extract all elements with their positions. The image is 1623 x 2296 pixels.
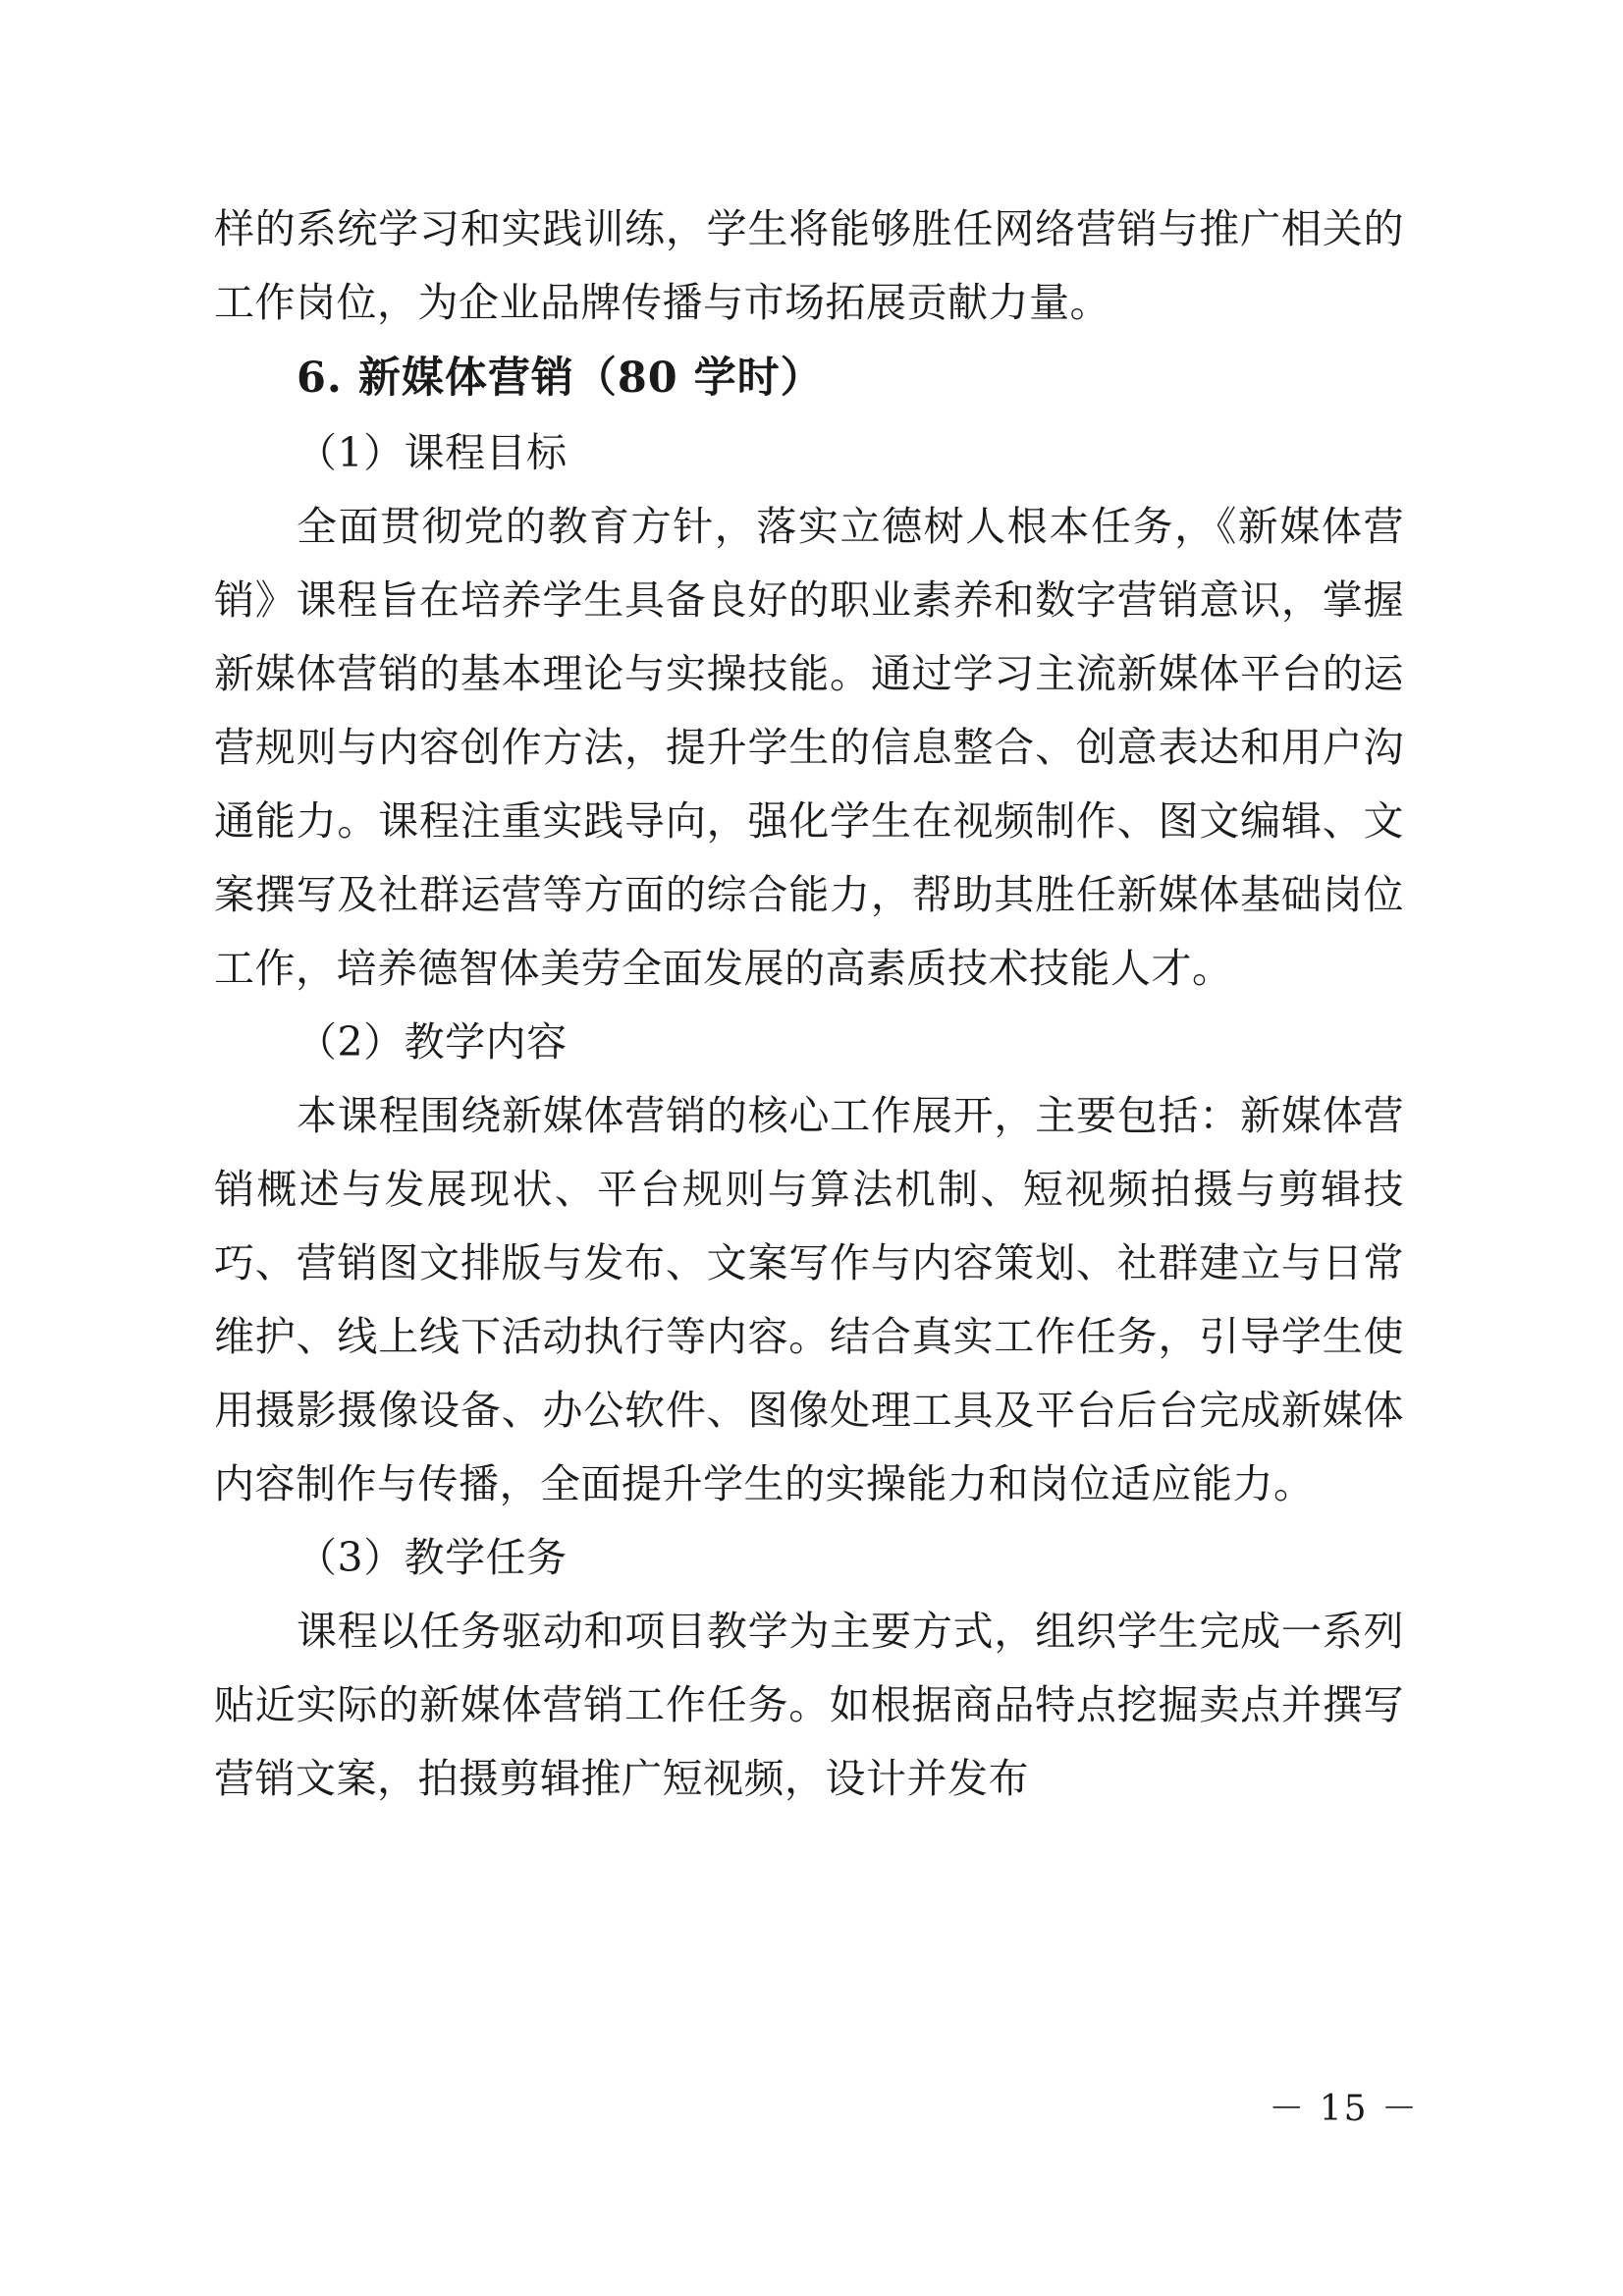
page-body	[214, 192, 1404, 1816]
paragraph-teaching-task: 课程以任务驱动和项目教学为主要方式，组织学生完成一系列贴近实际的新媒体营销工作任务。如根据商品特点挖掘卖点并撰写营销文案，拍摄剪辑推广短视频，设计并发布	[214, 1608, 1404, 1802]
paragraph-course-goal: 全面贯彻党的教育方针，落实立德树人根本任务，《新媒体营销》课程旨在培养学生具备良好的职业素养和数字营销意识，掌握新媒体营销的基本理论与实操技能。通过学习主流新媒体平台的运营规则与内容创作方法，提升学生的信息整合、创意表达和用户沟通能力。课程注重实践导向，强化学生在视频制作、图文编辑、文案撰写及社群运营等方面的综合能力，帮助其胜任新媒体基础岗位工作，培养德智体美劳全面发展的高素质技术技能人才。	[214, 503, 1404, 992]
subsection-label-teaching-task: （3）教学任务	[297, 1534, 568, 1581]
paragraph-continuation: 样的系统学习和实践训练，学生将能够胜任网络营销与推广相关的工作岗位，为企业品牌传播与市场拓展贡献力量。	[214, 205, 1404, 326]
subsection-label-teaching-content: （2）教学内容	[297, 1018, 568, 1066]
page-number: － 15 －	[1269, 2089, 1419, 2129]
paragraph-teaching-content: 本课程围绕新媒体营销的核心工作展开，主要包括：新媒体营销概述与发展现状、平台规则与算法机制、短视频拍摄与剪辑技巧、营销图文排版与发布、文案写作与内容策划、社群建立与日常维护、线上线下活动执行等内容。结合真实工作任务，引导学生使用摄影摄像设备、办公软件、图像处理工具及平台后台完成新媒体内容制作与传播，全面提升学生的实操能力和岗位适应能力。	[214, 1092, 1404, 1507]
section-heading: 6. 新媒体营销（80 学时）	[297, 354, 824, 403]
subsection-label-course-goal: （1）课程目标	[297, 429, 568, 476]
